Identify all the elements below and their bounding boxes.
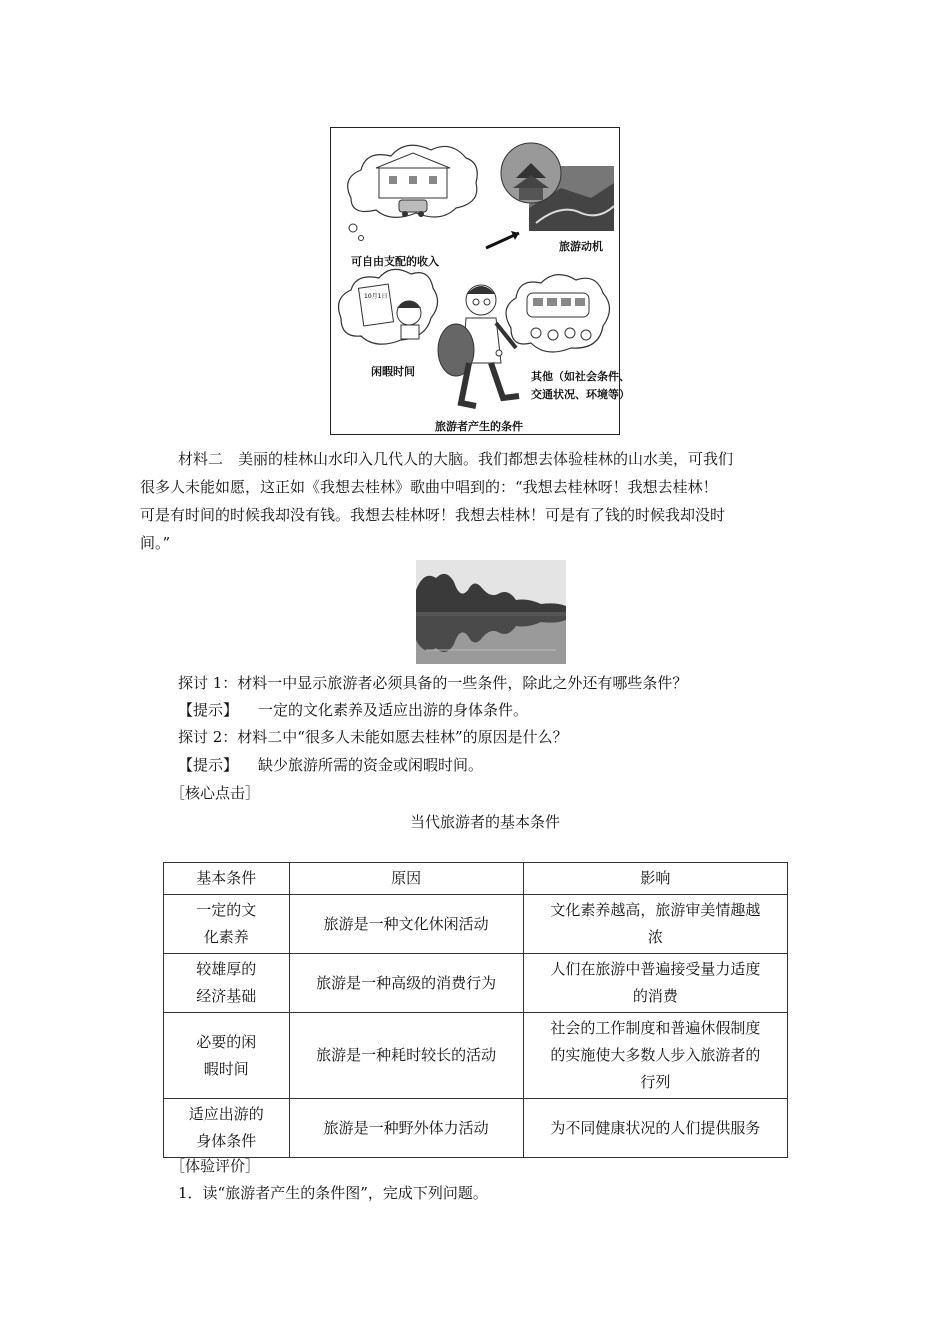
- figure-label-motivation: 旅游动机: [559, 240, 603, 253]
- hint-2-label: 【提示】: [178, 756, 239, 774]
- calendar-text: 10月1日: [364, 293, 388, 300]
- effect-text: 人们在旅游中普遍接受量力适度: [550, 960, 761, 978]
- condition-text: 暇时间: [203, 1059, 249, 1078]
- table-row: [164, 1099, 788, 1158]
- condition-cell: [164, 1013, 290, 1099]
- table-row: [164, 1013, 788, 1099]
- figure-label-other-2: 交通状况、环境等）: [531, 388, 630, 401]
- figure-caption: 旅游者产生的条件: [435, 420, 523, 433]
- material2-line-3: 可是有时间的时候我却没有钱。我想去桂林呀！我想去桂林！可是有了钱的时候我却没时: [140, 506, 726, 524]
- header-condition: 基本条件: [164, 863, 290, 895]
- condition-text: 化素养: [203, 928, 249, 946]
- hint-2-text: 缺少旅游所需的资金或闲暇时间。: [258, 756, 484, 774]
- material2-line-2: 很多人未能如愿，这正如《我想去桂林》歌曲中唱到的：“我想去桂林呀！我想去桂林！: [140, 478, 718, 496]
- effect-text: 的消费: [632, 987, 678, 1005]
- condition-text: 一定的文: [196, 901, 257, 919]
- discussion-question-2: 探讨 2：材料二中“很多人未能如愿去桂林”的原因是什么？: [178, 728, 568, 746]
- table-row: [164, 954, 788, 1013]
- effect-cell: [523, 895, 787, 954]
- guilin-landscape-photo: [416, 560, 566, 664]
- effect-text: 行列: [640, 1073, 671, 1091]
- effect-text: 的实施使大多数人步入旅游者的: [550, 1046, 761, 1064]
- effect-text: 社会的工作制度和普遍休假制度: [550, 1019, 761, 1037]
- hint-2: [178, 754, 483, 775]
- effect-text: 浓: [647, 928, 663, 946]
- condition-cell: [164, 895, 290, 954]
- figure-label-income: 可自由支配的收入: [351, 255, 439, 268]
- header-reason: 原因: [289, 863, 523, 895]
- reason-cell: 旅游是一种野外体力活动: [289, 1099, 523, 1158]
- effect-cell: [523, 1013, 787, 1099]
- material2-line-4: 间。”: [140, 534, 171, 552]
- condition-cell: [164, 954, 290, 1013]
- condition-text: 必要的闲: [196, 1032, 257, 1051]
- condition-text: 身体条件: [196, 1132, 257, 1150]
- tourist-conditions-figure: [330, 127, 630, 435]
- discussion-question-1: 探讨 1：材料一中显示旅游者必须具备的一些条件，除此之外还有哪些条件？: [178, 674, 688, 692]
- condition-cell: [164, 1099, 290, 1158]
- effect-text: 文化素养越高，旅游审美情趣越: [550, 901, 761, 919]
- figure-label-other-1: 其他（如社会条件、: [531, 370, 630, 383]
- table-header-row: [164, 863, 788, 895]
- header-effect: 影响: [523, 863, 787, 895]
- table-title: 当代旅游者的基本条件: [410, 813, 561, 831]
- basic-conditions-table: [163, 862, 788, 1158]
- hint-1-text: 一定的文化素养及适应出游的身体条件。: [258, 701, 529, 719]
- hint-1: [178, 699, 528, 720]
- question-1: 1．读“旅游者产生的条件图”，完成下列问题。: [178, 1184, 488, 1202]
- core-points-label: ［核心点击］: [170, 784, 261, 802]
- material2-line-1: 材料二 美丽的桂林山水印入几代人的大脑。我们都想去体验桂林的山水美，可我们: [178, 450, 734, 468]
- evaluation-label: ［体验评价］: [170, 1157, 261, 1175]
- condition-text: 较雄厚的: [196, 960, 257, 978]
- table-row: [164, 895, 788, 954]
- effect-cell: 为不同健康状况的人们提供服务: [523, 1099, 787, 1158]
- condition-text: 经济基础: [196, 987, 257, 1005]
- reason-cell: 旅游是一种耗时较长的活动: [289, 1013, 523, 1099]
- condition-text: 适应出游的: [188, 1105, 264, 1123]
- reason-cell: 旅游是一种高级的消费行为: [289, 954, 523, 1013]
- reason-cell: 旅游是一种文化休闲活动: [289, 895, 523, 954]
- figure-label-leisure: 闲暇时间: [371, 365, 415, 378]
- hint-1-label: 【提示】: [178, 701, 239, 719]
- effect-cell: [523, 954, 787, 1013]
